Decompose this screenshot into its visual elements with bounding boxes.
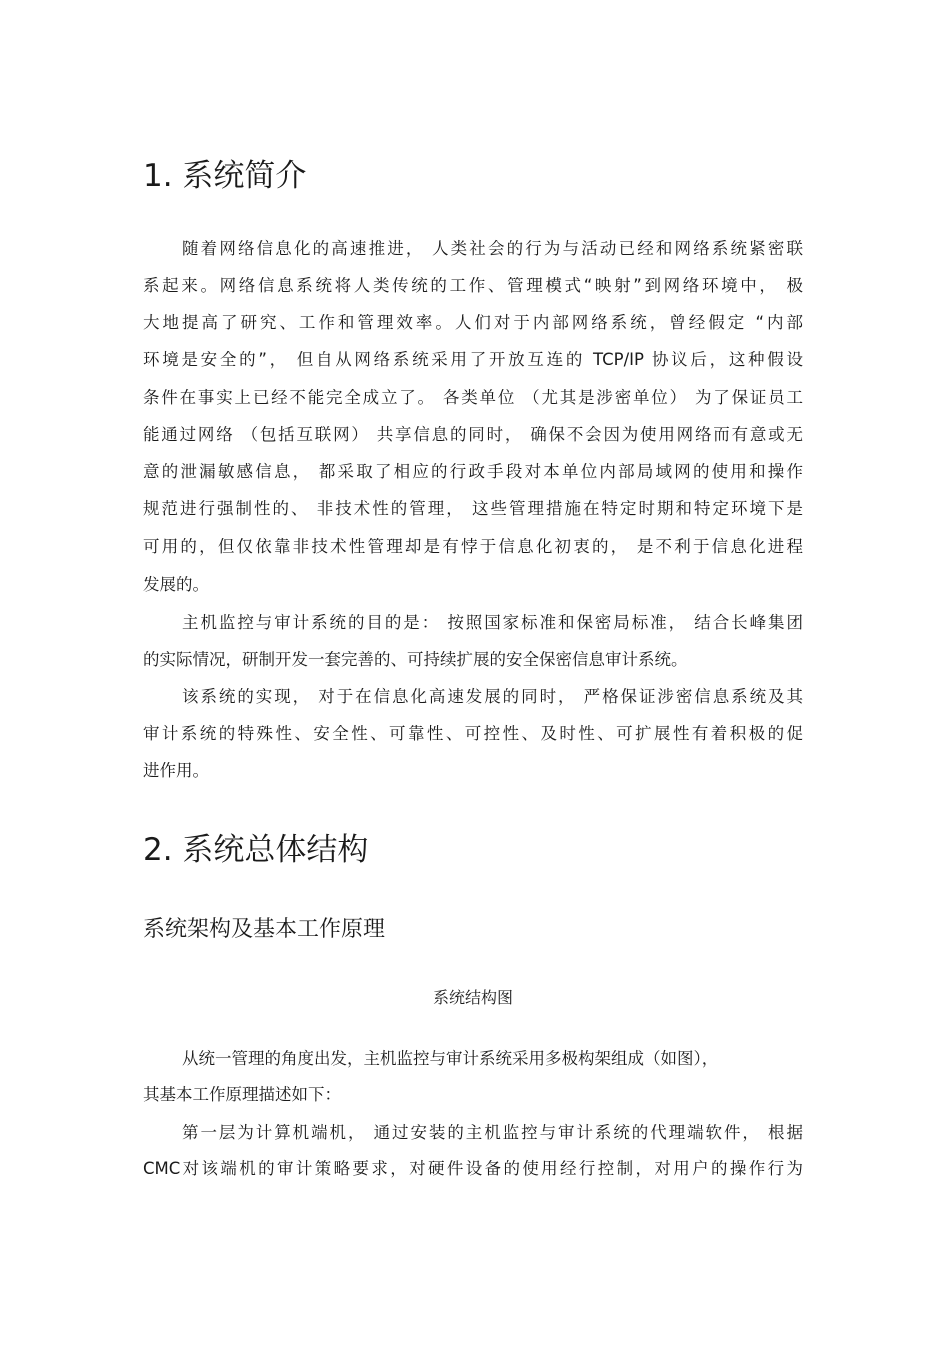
paragraph-line: 大地提高了研究、工作和管理效率。人们对于内部网络系统，曾经假定 “内部	[143, 313, 803, 332]
paragraph-line: CMC对该端机的审计策略要求，对硬件设备的使用经行控制，对用户的操作行为	[143, 1159, 803, 1178]
section-2-subheading: 系统架构及基本工作原理	[143, 917, 386, 942]
paragraph-line: 规范进行强制性的、 非技术性的管理， 这些管理措施在特定时期和特定环境下是	[143, 499, 803, 518]
figure-caption: 系统结构图	[432, 988, 513, 1007]
paragraph-line: 从统一管理的角度出发，主机监控与审计系统采用多极构架组成（如图），	[182, 1049, 719, 1068]
paragraph-line: 可用的，但仅依靠非技术性管理却是有悖于信息化初衷的， 是不利于信息化进程	[143, 537, 803, 556]
paragraph-line: 该系统的实现， 对于在信息化高速发展的同时， 严格保证涉密信息系统及其	[182, 687, 803, 706]
paragraph-line: 的实际情况，研制开发一套完善的、可持续扩展的安全保密信息审计系统。	[143, 650, 688, 669]
paragraph-line: 环境是安全的”， 但自从网络系统采用了开放互连的 TCP/IP 协议后，这种假设	[143, 350, 803, 369]
paragraph-line: 发展的。	[143, 575, 209, 594]
paragraph-line: 其基本工作原理描述如下：	[143, 1085, 341, 1104]
paragraph-line: 审计系统的特殊性、安全性、可靠性、可控性、及时性、可扩展性有着积极的促	[143, 724, 803, 743]
paragraph-line: 意的泄漏敏感信息， 都采取了相应的行政手段对本单位内部局域网的使用和操作	[143, 462, 803, 481]
section-2-heading: 2. 系统总体结构	[143, 832, 369, 868]
paragraph-line: 进作用。	[143, 761, 209, 780]
paragraph-line: 条件在事实上已经不能完全成立了。 各类单位 （尤其是涉密单位） 为了保证员工	[143, 388, 803, 407]
section-1-heading: 1. 系统简介	[143, 158, 307, 194]
paragraph-line: 随着网络信息化的高速推进， 人类社会的行为与活动已经和网络系统紧密联	[182, 239, 803, 258]
paragraph-line: 主机监控与审计系统的目的是： 按照国家标准和保密局标准， 结合长峰集团	[182, 613, 803, 632]
paragraph-line: 第一层为计算机端机， 通过安装的主机监控与审计系统的代理端软件， 根据	[182, 1123, 803, 1142]
paragraph-line: 系起来。网络信息系统将人类传统的工作、管理模式“映射”到网络环境中， 极	[143, 276, 803, 295]
paragraph-line: 能通过网络 （包括互联网） 共享信息的同时， 确保不会因为使用网络而有意或无	[143, 425, 803, 444]
